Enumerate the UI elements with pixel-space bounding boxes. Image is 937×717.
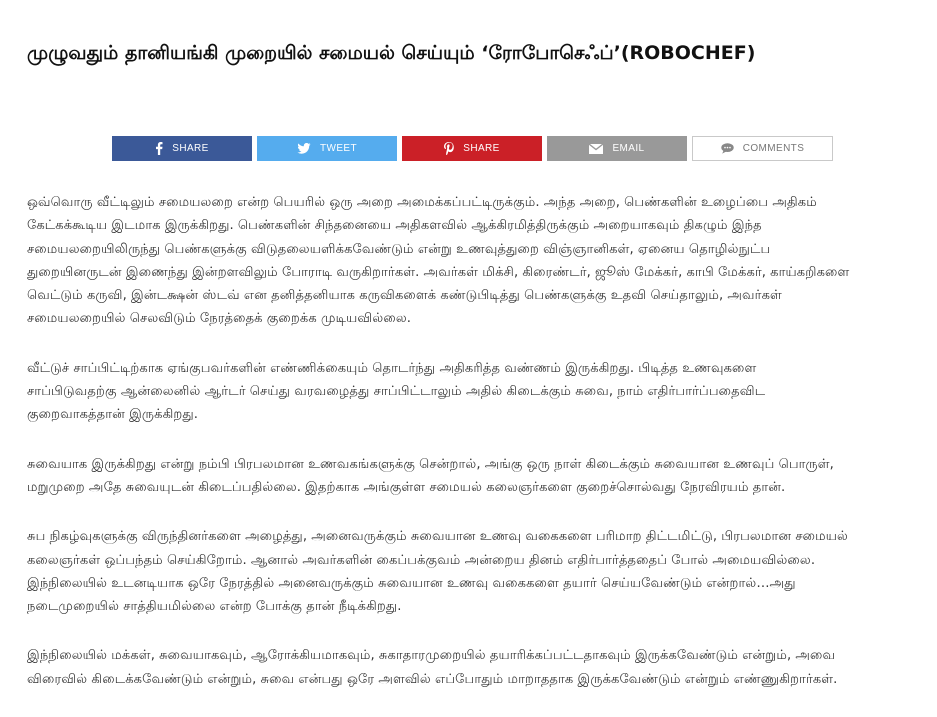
paragraph-line: வெட்டும் கருவி, இன்டக்ஷன் ஸ்டவ் என தனித்தனியாக கருவிகளைக் கண்டுபிடித்து பெண்களுக்கு உதவி செய்தாலும், அவர்கள் bbox=[27, 288, 782, 304]
speech-bubble-icon bbox=[721, 143, 734, 154]
facebook-icon bbox=[155, 142, 163, 155]
twitter-bird-icon bbox=[297, 143, 311, 154]
paragraph-line: வீட்டுச் சாப்பிட்டிற்காக ஏங்குபவர்களின் எண்ணிக்கையும் தொடர்ந்து அதிகரித்த வண்ணம் இருக்கிறது. பிடித்த உணவுகளை bbox=[27, 360, 757, 376]
comments-button[interactable] bbox=[692, 136, 833, 161]
comments-label: COMMENTS bbox=[742, 143, 805, 154]
twitter-tweet-label: TWEET bbox=[320, 143, 357, 154]
article-paragraph bbox=[27, 644, 919, 691]
paragraph-line: இந்நிலையில் மக்கள், சுவையாகவும், ஆரோக்கியமாகவும், சுகாதாரமுறையில் தயாரிக்கப்பட்டதாகவும் இருக்கவேண்டும் என்றும், அவை bbox=[27, 648, 836, 664]
article-paragraph bbox=[27, 525, 919, 618]
twitter-tweet-button[interactable] bbox=[257, 136, 397, 161]
paragraph-line: நடைமுறையில் சாத்தியமில்லை என்ற போக்கு தான் நீடிக்கிறது. bbox=[27, 599, 402, 615]
paragraph-line: சமையலறையில் செலவிடும் நேரத்தைக் குறைக்க முடியவில்லை. bbox=[27, 311, 411, 327]
article-paragraph bbox=[27, 191, 919, 331]
article-title: முழுவதும் தானியங்கி முறையில் சமையல் செய்யும் ‘ரோபோசெஃப்’(ROBOCHEF) bbox=[27, 42, 756, 64]
email-share-button[interactable] bbox=[547, 136, 687, 161]
pinterest-icon bbox=[444, 142, 454, 155]
email-share-label: EMAIL bbox=[612, 143, 645, 154]
paragraph-line: சாப்பிடுவதற்கு ஆன்லைனில் ஆர்டர் செய்து வரவழைத்து சாப்பிட்டாலும் அதில் கிடைக்கும் சுவை, நாம் எதிர்பார்ப்பதைவிட bbox=[27, 384, 766, 400]
paragraph-line: ஒவ்வொரு வீட்டிலும் சமையலறை என்ற பெயரில் ஒரு அறை அமைக்கப்பட்டிருக்கும். அந்த அறை, பெண்களின் உழைப்பை அதிகம் bbox=[27, 195, 817, 210]
paragraph-line: இந்நிலையில் உடனடியாக ஒரே நேரத்தில் அனைவருக்கும் சுவையான உணவு வகைகளை தயார் செய்யவேண்டும் என்றால்…அது bbox=[27, 575, 796, 591]
article-paragraph bbox=[27, 357, 919, 427]
paragraph-line: துறையினருடன் இணைந்து இன்றளவிலும் போராடி வருகிறார்கள். அவர்கள் மிக்சி, கிரைண்டர், ஜூஸ் மேக்கர், காபி மேக்கர், காய்கறிகளை bbox=[27, 264, 850, 280]
article-body bbox=[27, 191, 919, 717]
envelope-icon bbox=[589, 144, 603, 154]
facebook-share-button[interactable] bbox=[112, 136, 252, 161]
paragraph-line: குறைவாகத்தான் இருக்கிறது. bbox=[27, 407, 198, 423]
paragraph-line: கலைஞர்கள் ஒப்பந்தம் செய்கிறோம். ஆனால் அவர்களின் கைப்பக்குவம் அன்றைய தினம் எதிர்பார்த்ததைப் போல் அமையவில்லை. bbox=[27, 552, 816, 568]
pinterest-share-label: SHARE bbox=[463, 143, 500, 154]
article-paragraph bbox=[27, 453, 919, 500]
paragraph-line: சமையலறையிலிருந்து பெண்களுக்கு விடுதலையளிக்கவேண்டும் என்று உணவுத்துறை விஞ்ஞானிகள், ஏனைய தொழில்நுட்ப bbox=[27, 241, 771, 257]
paragraph-line: கேட்கக்கூடிய இடமாக இருக்கிறது. பெண்களின் சிந்தனையை அதிகளவில் ஆக்கிரமித்திருக்கும் அறையாகவும் திகழும் இந்த bbox=[27, 218, 762, 234]
paragraph-line: சுப நிகழ்வுகளுக்கு விருந்தினர்களை அழைத்து, அனைவருக்கும் சுவையான உணவு வகைகளை பரிமாற திட்டமிட்டு, பிரபலமான சமையல் bbox=[27, 529, 849, 545]
paragraph-line: மறுமுறை அதே சுவையுடன் கிடைப்பதில்லை. இதற்காக அங்குள்ள சமையல் கலைஞர்களை குறைச்சொல்வது நேரவிரயம் தான். bbox=[27, 479, 786, 495]
facebook-share-label: SHARE bbox=[172, 143, 209, 154]
paragraph-line: சுவையாக இருக்கிறது என்று நம்பி பிரபலமான உணவகங்களுக்கு சென்றால், அங்கு ஒரு நாள் கிடைக்கும் சுவையான உணவுப் பொருள், bbox=[27, 456, 834, 472]
paragraph-line: விரைவில் கிடைக்கவேண்டும் என்றும், சுவை என்பது ஒரே அளவில் எப்போதும் மாறாததாக இருக்கவேண்டும் என்றும் எண்ணுகிறார்கள். bbox=[27, 671, 838, 687]
pinterest-share-button[interactable] bbox=[402, 136, 542, 161]
share-bar bbox=[112, 136, 833, 161]
